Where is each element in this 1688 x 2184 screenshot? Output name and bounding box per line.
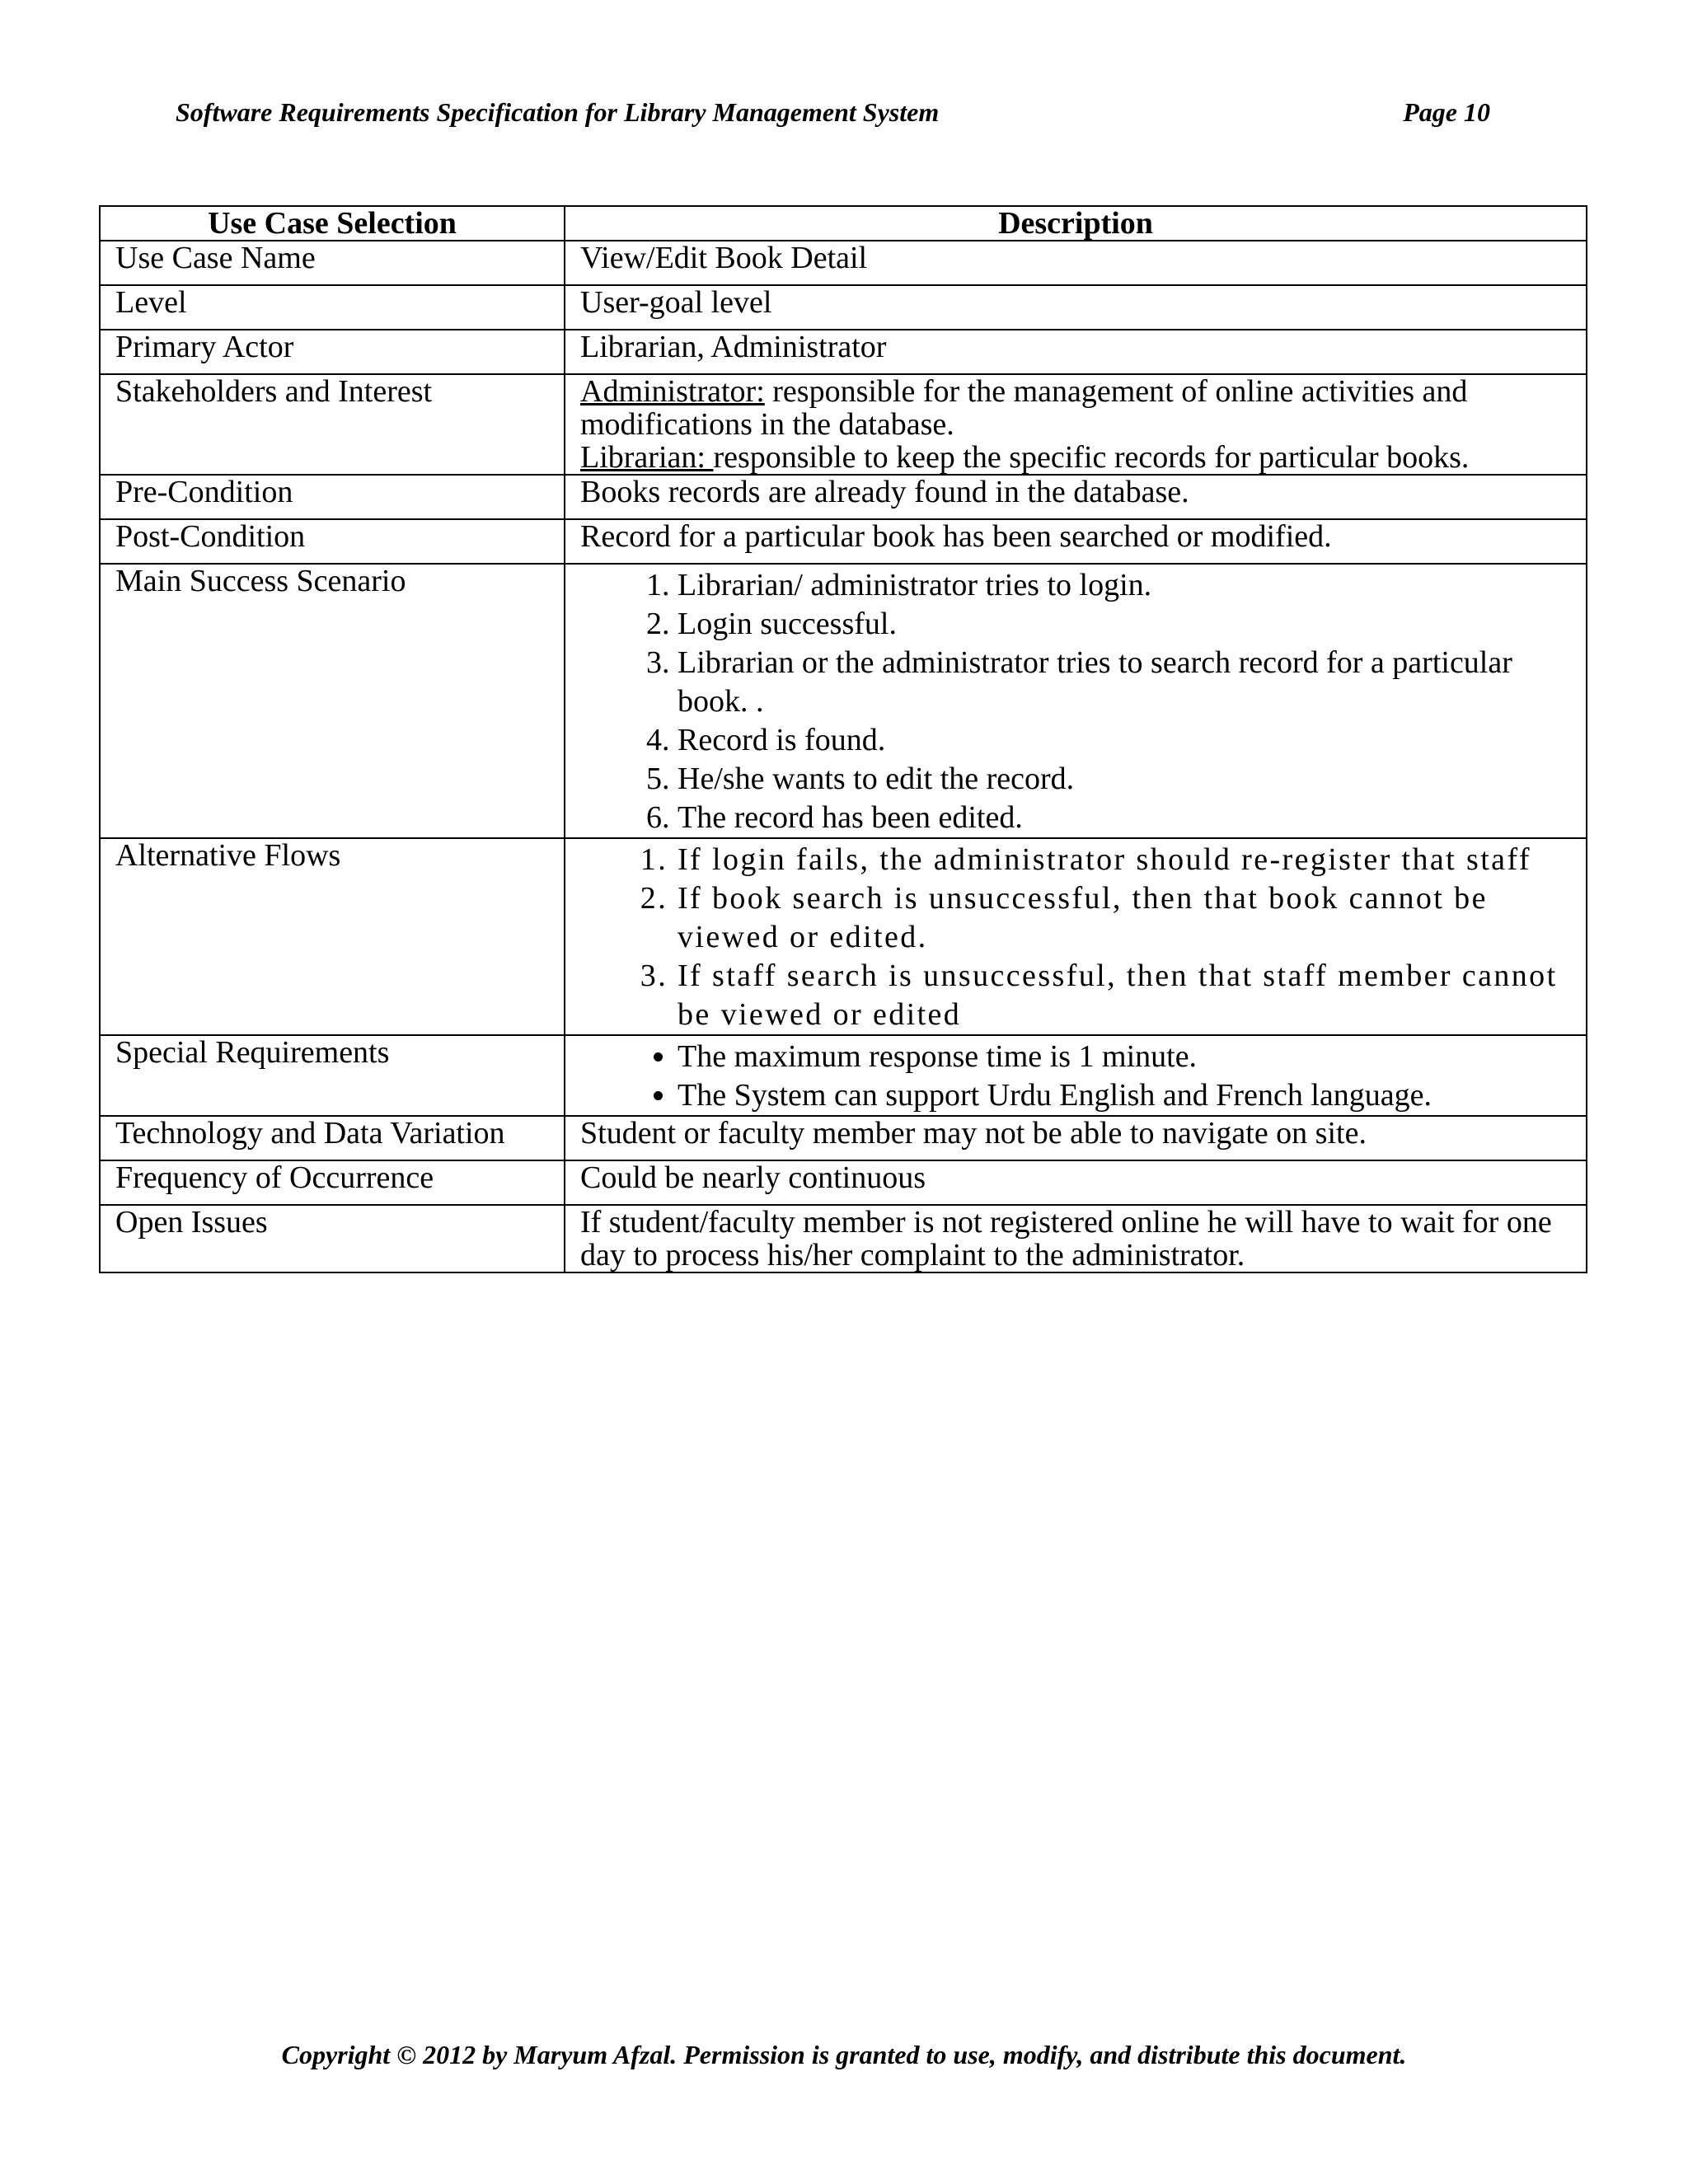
list-item: 2. If book search is unsuccessful, then that book cannot be viewed or edited. bbox=[678, 879, 1571, 957]
table-row bbox=[100, 374, 1587, 475]
main-success-steps-list bbox=[580, 566, 1571, 837]
alternative-flows-list bbox=[580, 841, 1571, 1034]
list-item: 5. He/she wants to edit the record. bbox=[678, 760, 1571, 799]
use-case-table bbox=[99, 205, 1587, 1273]
pre-condition-value: Books records are already found in the database. bbox=[565, 475, 1587, 519]
table-row bbox=[100, 838, 1587, 1035]
document-title: Software Requirements Specification for Library Management System bbox=[176, 97, 940, 127]
frequency-value: Could be nearly continuous bbox=[565, 1160, 1587, 1205]
technology-data-variation-value: Student or faculty member may not be able to navigate on site. bbox=[565, 1116, 1587, 1160]
primary-actor-value: Librarian, Administrator bbox=[565, 330, 1587, 374]
list-item: 4. Record is found. bbox=[678, 721, 1571, 760]
stakeholders-value bbox=[565, 374, 1587, 475]
main-success-scenario-value bbox=[565, 564, 1587, 838]
stakeholder-librarian-text: responsible to keep the specific records for particular books. bbox=[713, 440, 1470, 475]
level-value: User-goal level bbox=[565, 285, 1587, 330]
list-item: • The System can support Urdu English and French language. bbox=[678, 1076, 1571, 1115]
table-row bbox=[100, 1160, 1587, 1205]
row-label-primary-actor: Primary Actor bbox=[100, 330, 565, 374]
stakeholder-administrator-text: responsible for the management of online activities and modifications in the database. bbox=[580, 374, 1468, 442]
list-item: 2. Login successful. bbox=[678, 605, 1571, 644]
row-label-frequency: Frequency of Occurrence bbox=[100, 1160, 565, 1205]
page-header bbox=[176, 97, 1490, 128]
row-label-stakeholders: Stakeholders and Interest bbox=[100, 374, 565, 475]
row-label-pre-condition: Pre-Condition bbox=[100, 475, 565, 519]
stakeholder-librarian-term: Librarian: bbox=[580, 440, 714, 475]
row-label-level: Level bbox=[100, 285, 565, 330]
row-label-special-requirements: Special Requirements bbox=[100, 1035, 565, 1116]
open-issues-value: If student/faculty member is not registered online he will have to wait for one day to process his/her complaint to the administrator. bbox=[565, 1205, 1587, 1272]
row-label-open-issues: Open Issues bbox=[100, 1205, 565, 1272]
row-label-post-condition: Post-Condition bbox=[100, 519, 565, 564]
table-row bbox=[100, 564, 1587, 838]
post-condition-value: Record for a particular book has been searched or modified. bbox=[565, 519, 1587, 564]
table-row bbox=[100, 519, 1587, 564]
row-label-use-case-name: Use Case Name bbox=[100, 241, 565, 285]
row-label-alternative-flows: Alternative Flows bbox=[100, 838, 565, 1035]
row-label-technology-data-variation: Technology and Data Variation bbox=[100, 1116, 565, 1160]
list-item: 3. If staff search is unsuccessful, then that staff member cannot be viewed or edited bbox=[678, 957, 1571, 1034]
table-row bbox=[100, 1035, 1587, 1116]
table-header-row bbox=[100, 206, 1587, 241]
table-row bbox=[100, 1116, 1587, 1160]
copyright-footer: Copyright © 2012 by Maryum Afzal. Permission is granted to use, modify, and distribute this document. bbox=[281, 2040, 1407, 2069]
list-item: • The maximum response time is 1 minute. bbox=[678, 1038, 1571, 1076]
table-row bbox=[100, 285, 1587, 330]
table-row bbox=[100, 1205, 1587, 1272]
table-row bbox=[100, 475, 1587, 519]
list-item: 1. Librarian/ administrator tries to login. bbox=[678, 566, 1571, 605]
use-case-name-value: View/Edit Book Detail bbox=[565, 241, 1587, 285]
column-header-use-case-selection: Use Case Selection bbox=[100, 206, 565, 241]
special-requirements-value bbox=[565, 1035, 1587, 1116]
special-requirements-list bbox=[580, 1038, 1571, 1115]
list-item: 6. The record has been edited. bbox=[678, 799, 1571, 837]
stakeholder-administrator-term: Administrator: bbox=[580, 374, 765, 409]
list-item: 1. If login fails, the administrator should re-register that staff bbox=[678, 841, 1571, 879]
table-row bbox=[100, 330, 1587, 374]
page-number: Page 10 bbox=[1403, 97, 1490, 127]
column-header-description: Description bbox=[565, 206, 1587, 241]
list-item: 3. Librarian or the administrator tries to search record for a particular book. . bbox=[678, 644, 1571, 721]
row-label-main-success-scenario: Main Success Scenario bbox=[100, 564, 565, 838]
table-row bbox=[100, 241, 1587, 285]
alternative-flows-value bbox=[565, 838, 1587, 1035]
